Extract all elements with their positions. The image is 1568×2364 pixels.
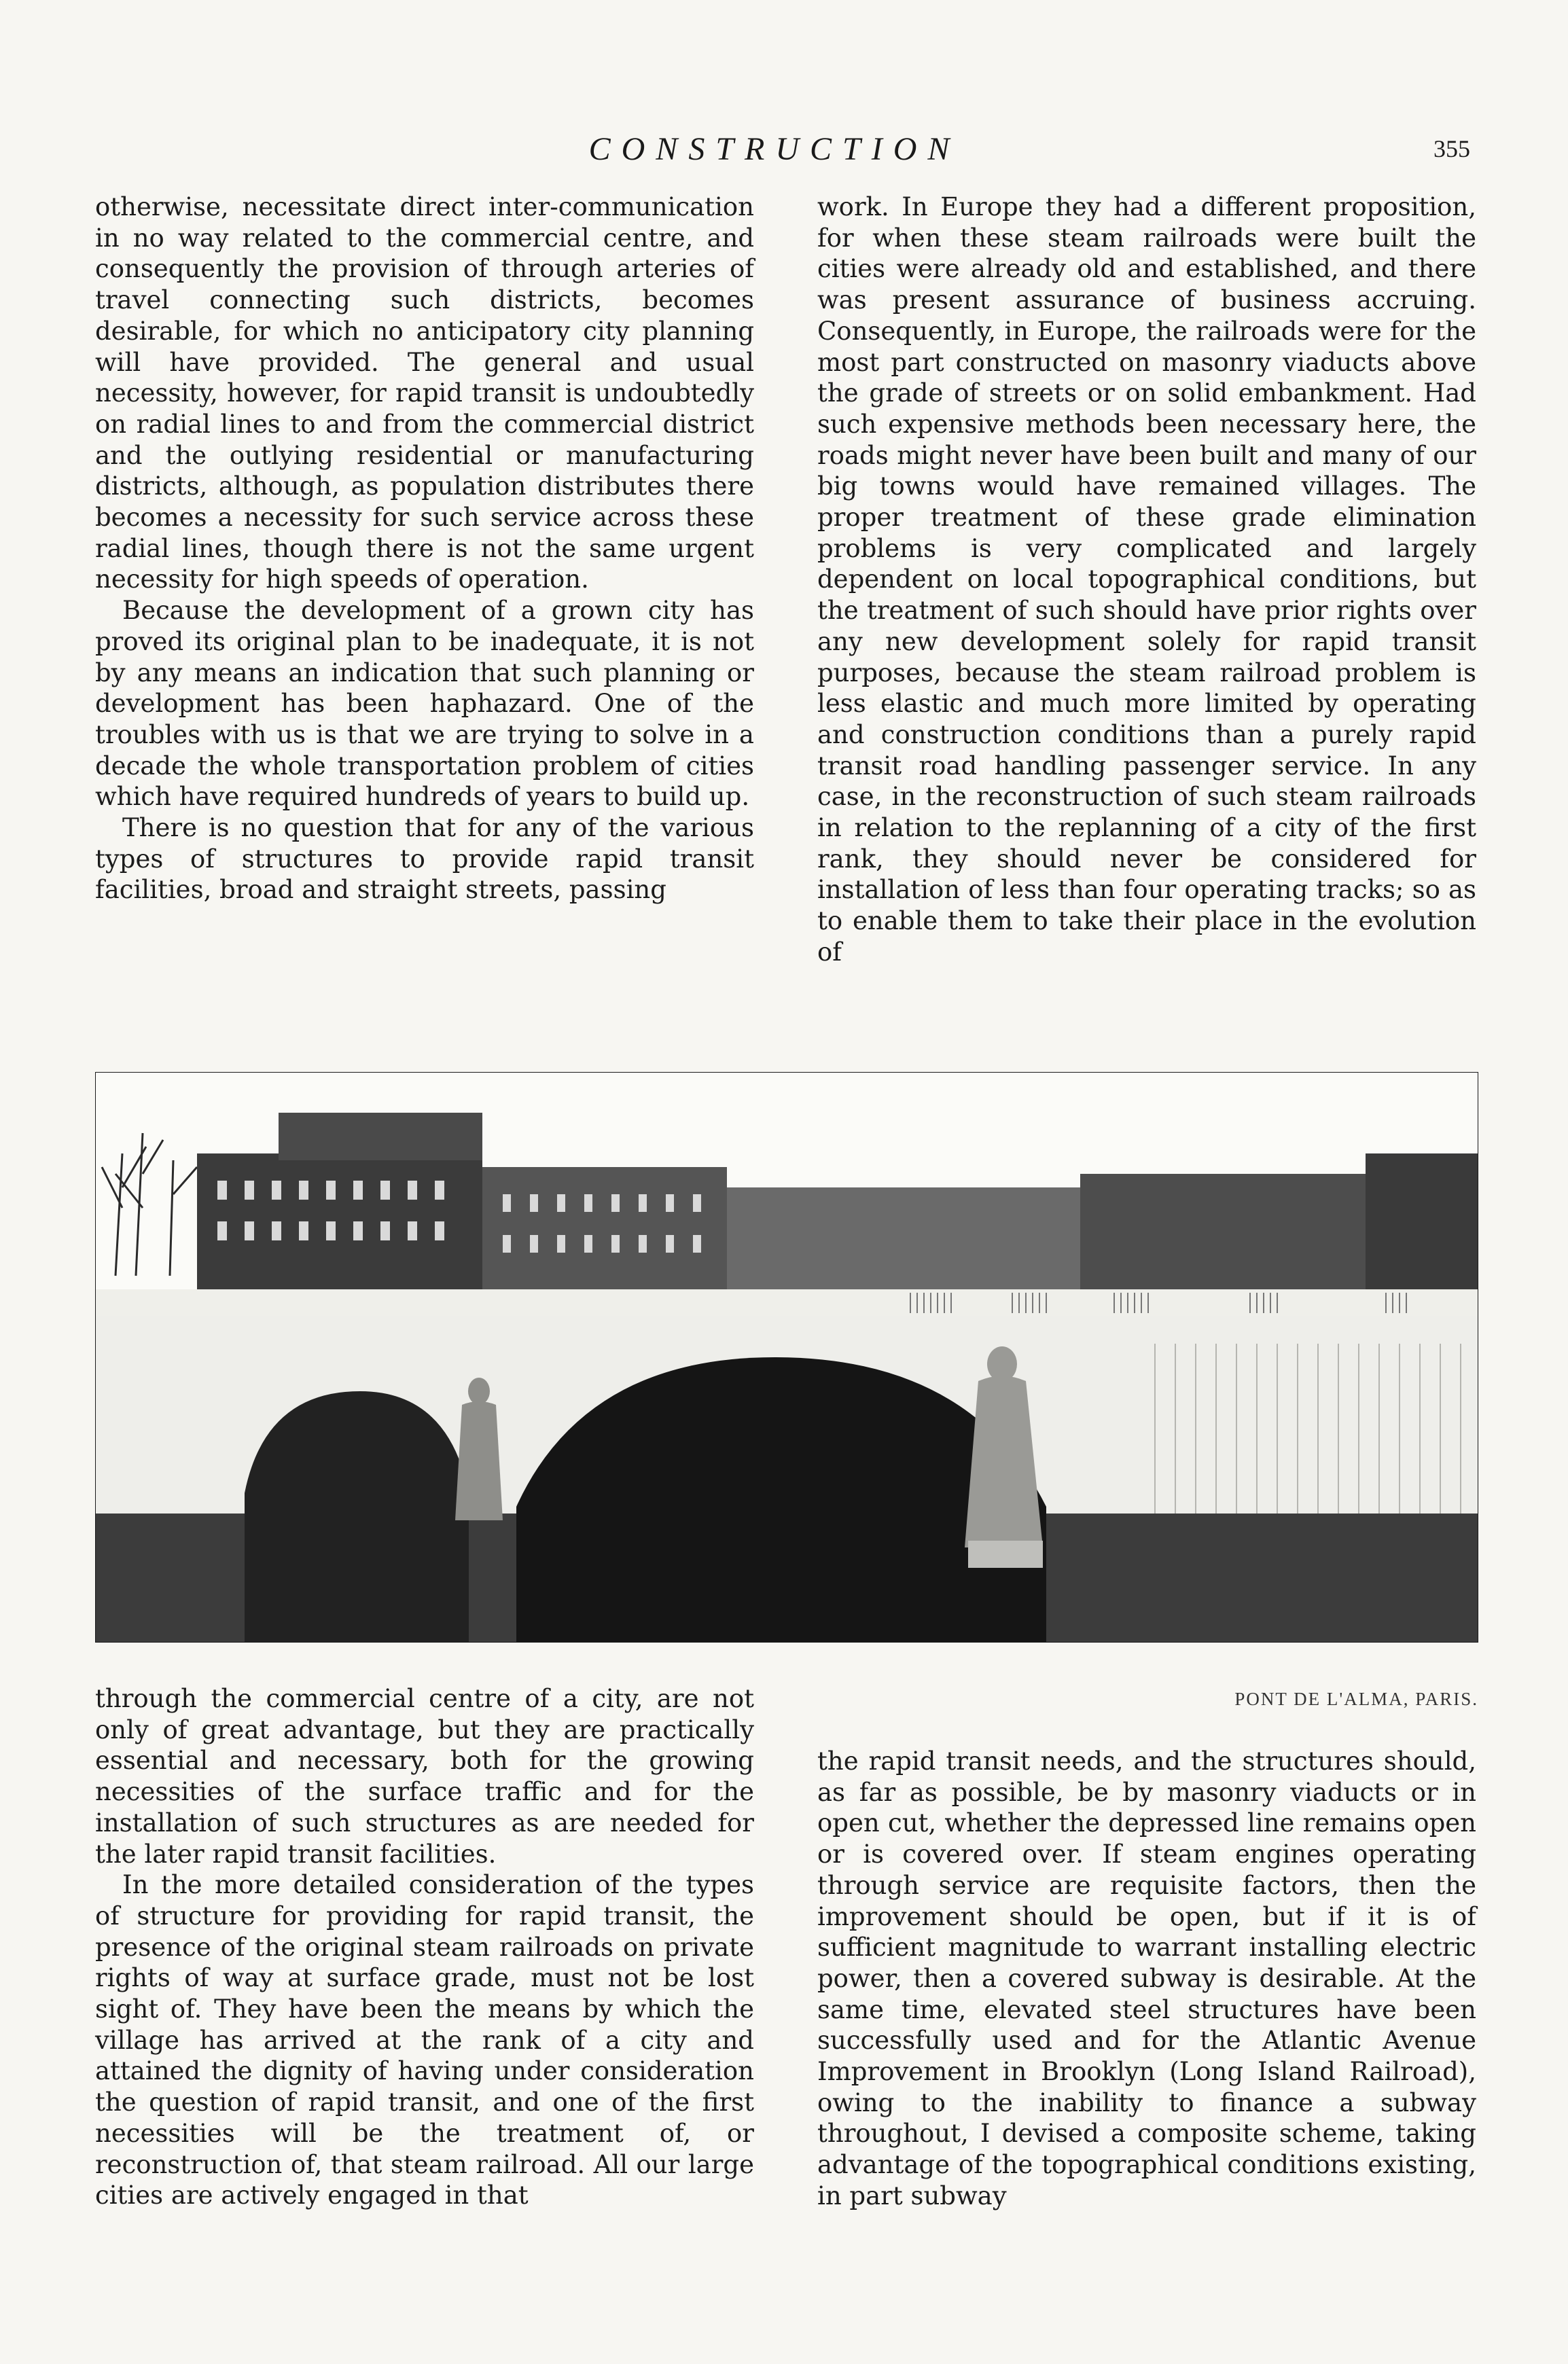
bridge-photograph [95, 1072, 1478, 1643]
small-arch [245, 1391, 469, 1643]
paragraph: There is no question that for any of the various types of structures to provide rapid transit facilities, broad and straight streets, passing [95, 813, 754, 905]
paragraph: otherwise, necessitate direct inter-communication in no way related to the commercial centre, and consequently the provision of through arteries of travel connecting such districts, becomes desirable, for which no anticipatory city planning will have provided. The general and usual necessity, however, for rapid transit is undoubtedly on radial lines to and from the commercial district and the outlying residential or manufacturing districts, although, as population distributes there becomes a necessity for such service across these radial lines, though there is not the same urgent necessity for high speeds of operation. [95, 192, 754, 594]
column-left-top [95, 192, 754, 906]
bridge-illustration [95, 1072, 1478, 1643]
running-title: CONSTRUCTION [588, 131, 961, 167]
column-right-top [817, 192, 1476, 968]
column-right-bottom [817, 1746, 1476, 2212]
paragraph: the rapid transit needs, and the structures should, as far as possible, be by masonry viaducts or in open cut, whether the depressed line remains open or is covered over. If steam engines operating through service are requisite factors, then the improvement should be open, but if it is of sufficient magnitude to warrant installing electric power, then a covered subway is desirable. At the same time, elevated steel structures have been successfully used and for the Atlantic Avenue Improvement in Brooklyn (Long Island Railroad), owing to the inability to finance a subway throughout, I devised a composite scheme, taking advantage of the topographical conditions existing, in part subway [817, 1747, 1476, 2210]
column-left-bottom [95, 1683, 754, 2211]
paragraph: Because the development of a grown city has proved its original plan to be inadequate, it is not by any means an indication that such planning or development has been haphazard. One of the troubles with us is that we are trying to solve in a decade the whole transportation problem of cities which have required hundreds of years to build up. [95, 596, 754, 812]
figure-caption: PONT DE L'ALMA, PARIS. [1234, 1689, 1478, 1709]
paragraph: work. In Europe they had a different proposition, for when these steam railroads were built the cities were already old and established, and there was present assurance of business accruing. Consequently, in Europe, the railroads were for the most part constructed on masonry viaducts above the grade of streets or on solid embankment. Had such expensive methods been necessary here, the roads might never have been built and many of our big towns would have remained villages. The proper treatment of these grade elimination problems is very complicated and largely dependent on local topographical conditions, but the treatment of such should have prior rights over any new development solely for rapid transit purposes, because the steam railroad problem is less elastic and much more limited by operating and construction conditions than a purely rapid transit road handling passenger service. In any case, in the reconstruction of such steam railroads in relation to the replanning of a city of the first rank, they should never be considered for installation of less than four operating tracks; so as to enable them to take their place in the evolution of [817, 192, 1476, 967]
paragraph: In the more detailed consideration of the types of structure for providing for rapid transit, the presence of the original steam railroads on private rights of way at surface grade, must not be lost sight of. They have been the means by which the village has arrived at the rank of a city and attained the dignity of having under consideration the question of rapid transit, and one of the first necessities will be the treatment of, or reconstruction of, that steam railroad. All our large cities are actively engaged in that [95, 1870, 754, 2210]
paragraph: through the commercial centre of a city, are not only of great advantage, but they are practically essential and necessary, both for the growing necessities of the surface traffic and for the installation of such structures as are needed for the later rapid transit facilities. [95, 1684, 754, 1869]
page-header [0, 130, 1568, 171]
page-number: 355 [1433, 135, 1470, 162]
